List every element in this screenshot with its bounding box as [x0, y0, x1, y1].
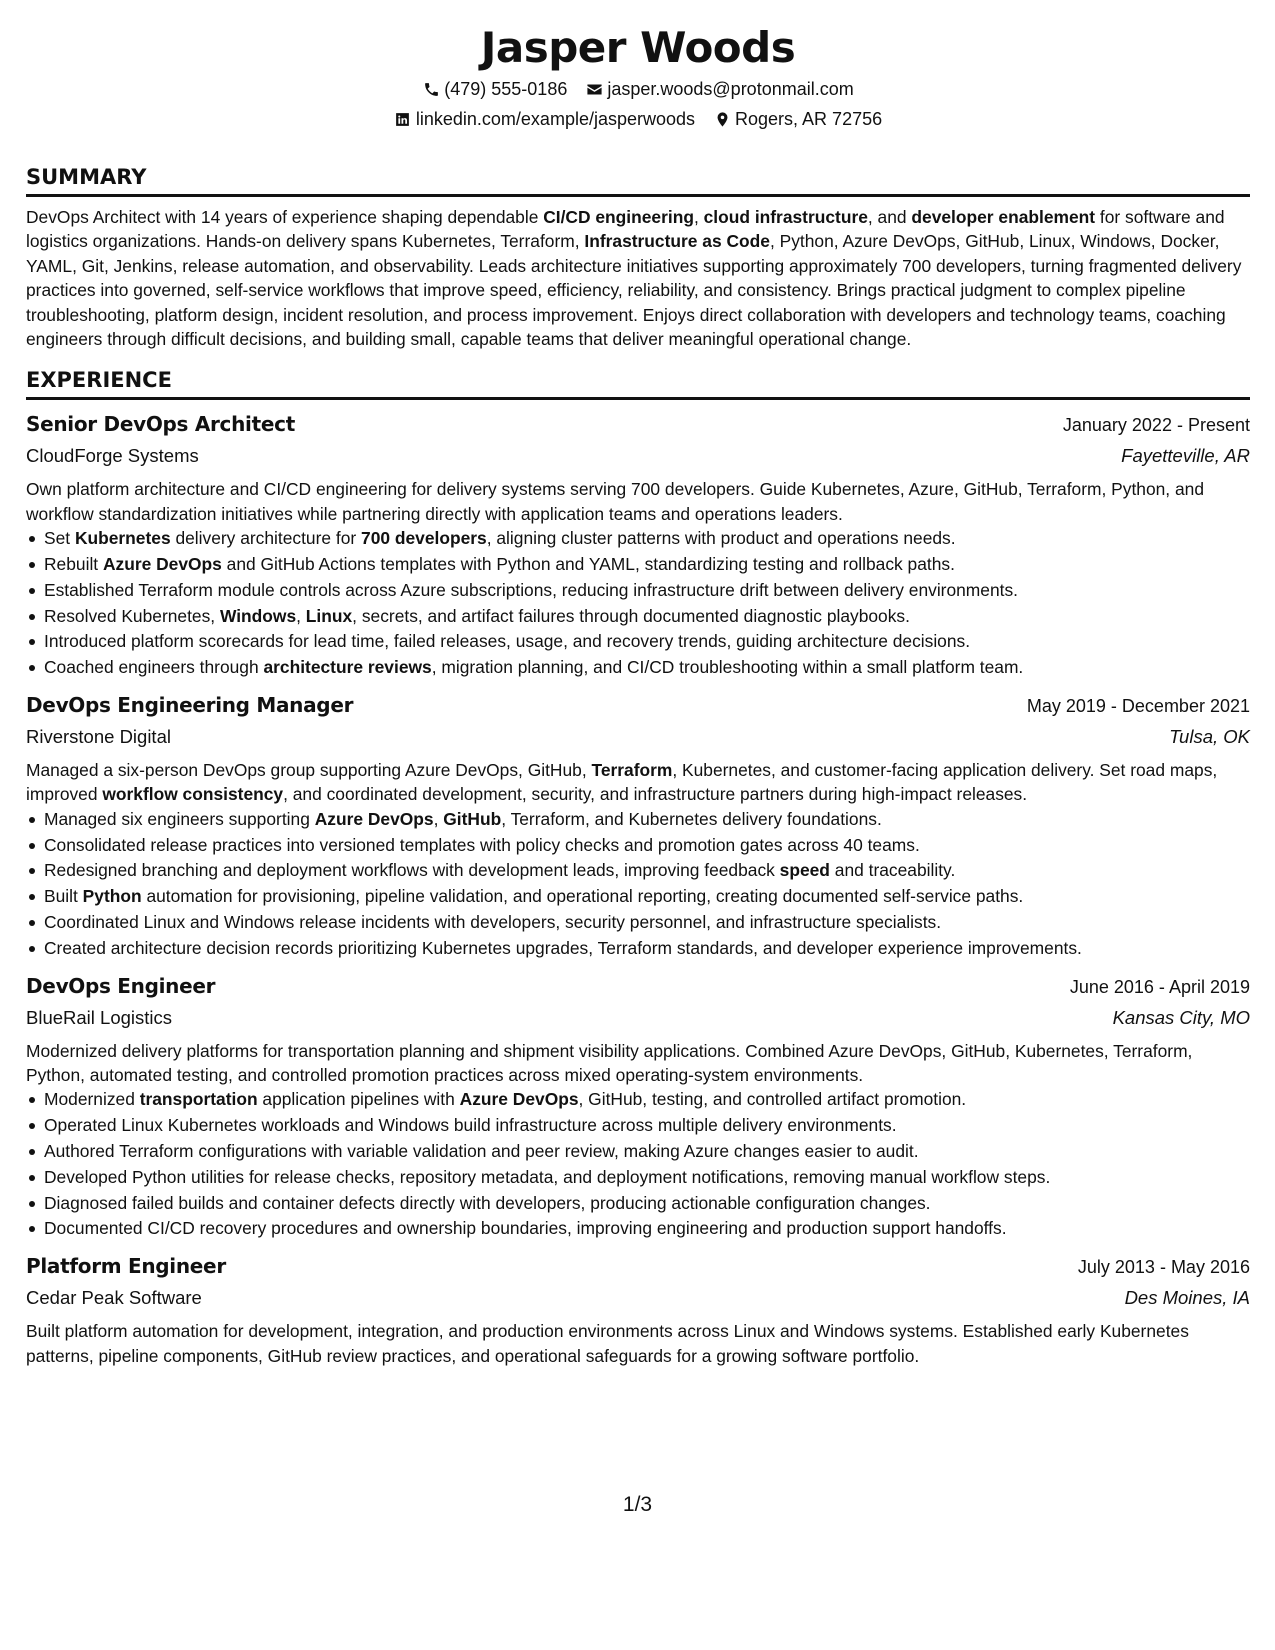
job-entry: [26, 1250, 1250, 1368]
job-title: Senior DevOps Architect: [26, 412, 295, 437]
map-pin-icon: [713, 110, 731, 128]
job-dates: June 2016 - April 2019: [1069, 976, 1250, 997]
job-title: Platform Engineer: [26, 1254, 226, 1279]
envelope-icon: [585, 80, 603, 98]
job-location: Kansas City, MO: [1112, 1006, 1250, 1028]
bullet-item: Authored Terraform configurations with variable validation and peer review, making Azure changes easier to audit.: [44, 1139, 1250, 1165]
job-title: DevOps Engineering Manager: [26, 693, 354, 718]
bullet-item: Operated Linux Kubernetes workloads and Windows build infrastructure across multiple delivery environments.: [44, 1113, 1250, 1139]
bullet-item: Redesigned branching and deployment workflows with development leads, improving feedback speed and traceability.: [44, 858, 1250, 884]
bullet-item: Diagnosed failed builds and container defects directly with developers, producing actionable configuration changes.: [44, 1191, 1250, 1217]
contact-line-1: [26, 74, 1250, 104]
bullet-item: Managed six engineers supporting Azure DevOps, GitHub, Terraform, and Kubernetes delivery foundations.: [44, 807, 1250, 833]
phone-icon: [422, 80, 440, 98]
phone-contact: [422, 74, 567, 104]
location-contact: [713, 104, 882, 134]
job-header: [26, 408, 1250, 441]
job-bullets: [26, 526, 1250, 681]
job-subheader: [26, 722, 1250, 752]
bullet-item: Set Kubernetes delivery architecture for 700 developers, aligning cluster patterns with product and operations needs.: [44, 526, 1250, 552]
bullet-item: Resolved Kubernetes, Windows, Linux, secrets, and artifact failures through documented diagnostic playbooks.: [44, 604, 1250, 630]
bullet-item: Coached engineers through architecture reviews, migration planning, and CI/CD troubleshooting within a small platform team.: [44, 655, 1250, 681]
job-title: DevOps Engineer: [26, 973, 216, 998]
bullet-item: Documented CI/CD recovery procedures and ownership boundaries, improving engineering and production support handoffs.: [44, 1216, 1250, 1242]
phone-text: (479) 555-0186: [444, 79, 568, 99]
job-subheader: [26, 1003, 1250, 1033]
job-company: CloudForge Systems: [26, 445, 199, 467]
bullet-item: Rebuilt Azure DevOps and GitHub Actions templates with Python and YAML, standardizing testing and rollback paths.: [44, 552, 1250, 578]
job-subheader: [26, 1283, 1250, 1313]
job-description: Own platform architecture and CI/CD engineering for delivery systems serving 700 developers. Guide Kubernetes, Azure, GitHub, Terraform, Python, and workflow standardization initiatives while partnering directly with application teams and operations leaders.: [26, 479, 1204, 524]
job-location: Fayetteville, AR: [1121, 445, 1250, 467]
bullet-item: Established Terraform module controls across Azure subscriptions, reducing infrastructure drift between delivery environments.: [44, 578, 1250, 604]
job-bullets: [26, 1087, 1250, 1242]
location-text: Rogers, AR 72756: [735, 109, 883, 129]
job-location: Tulsa, OK: [1169, 726, 1250, 748]
job-entry: [26, 689, 1250, 962]
job-description: Built platform automation for development, integration, and production environments across Linux and Windows systems. Established early Kubernetes patterns, pipeline components, GitHub review practices, and operational safeguards for a growing software portfolio.: [26, 1321, 1189, 1366]
job-description: Modernized delivery platforms for transportation planning and shipment visibility applications. Combined Azure DevOps, GitHub, Kubernetes, Terraform, Python, automated testing, and controlled promotion practices across mixed operating-system environments.: [26, 1040, 1193, 1086]
job-entry: [26, 408, 1250, 681]
bullet-item: Consolidated release practices into versioned templates with policy checks and promotion gates across 40 teams.: [44, 833, 1250, 859]
linkedin-contact[interactable]: [394, 104, 695, 134]
candidate-name: Jasper Woods: [480, 23, 796, 72]
page-number: 1/3: [622, 1493, 653, 1516]
job-header: [26, 1250, 1250, 1283]
job-location: Des Moines, IA: [1124, 1287, 1250, 1309]
job-dates: May 2019 - December 2021: [1026, 696, 1250, 717]
job-company: Riverstone Digital: [26, 726, 171, 748]
summary-heading: SUMMARY: [26, 164, 1250, 197]
bullet-item: Coordinated Linux and Windows release incidents with developers, security personnel, and infrastructure specialists.: [44, 910, 1250, 936]
job-bullets: [26, 807, 1250, 962]
job-dates: July 2013 - May 2016: [1077, 1257, 1250, 1278]
contact-line-2: [26, 104, 1250, 134]
job-header: [26, 689, 1250, 722]
job-dates: January 2022 - Present: [1062, 415, 1250, 436]
email-text[interactable]: jasper.woods@protonmail.com: [607, 79, 854, 99]
bullet-item: Introduced platform scorecards for lead time, failed releases, usage, and recovery trends, guiding architecture decisions.: [44, 629, 1250, 655]
bullet-item: Developed Python utilities for release checks, repository metadata, and deployment notifications, removing manual workflow steps.: [44, 1165, 1250, 1191]
linkedin-icon: [394, 110, 412, 128]
resume-page: [26, 22, 1250, 1368]
email-contact[interactable]: [585, 74, 853, 104]
job-company: BlueRail Logistics: [26, 1006, 173, 1028]
bullet-item: Modernized transportation application pipelines with Azure DevOps, GitHub, testing, and controlled artifact promotion.: [44, 1087, 1250, 1113]
linkedin-text[interactable]: linkedin.com/example/jasperwoods: [415, 109, 696, 129]
bullet-item: Created architecture decision records prioritizing Kubernetes upgrades, Terraform standards, and developer experience improvements.: [44, 936, 1250, 962]
job-entry: [26, 970, 1250, 1243]
summary-text: DevOps Architect with 14 years of experience shaping dependable CI/CD engineering, cloud infrastructure, and developer enablement for software and logistics organizations. Hands-on delivery spans Kubernetes, Terraform, Infrastructure as Code, Python, Azure DevOps, GitHub, Linux, Windows, Docker, YAML, Git, Jenkins, release automation, and observability. Leads architecture initiatives supporting approximately 700 developers, turning fragmented delivery practices into governed, self-service workflows that improve speed, efficiency, reliability, and consistency. Brings practical judgment to complex pipeline troubleshooting, platform design, incident resolution, and process improvement. Enjoys direct collaboration with developers and technology teams, coaching engineers through difficult decisions, and building small, capable teams that deliver meaningful operational change.: [26, 207, 1242, 350]
bullet-item: Built Python automation for provisioning, pipeline validation, and operational reporting, creating documented self-service paths.: [44, 884, 1250, 910]
job-company: Cedar Peak Software: [26, 1287, 202, 1309]
job-header: [26, 970, 1250, 1003]
experience-heading: EXPERIENCE: [26, 367, 1250, 400]
job-description: Managed a six-person DevOps group supporting Azure DevOps, GitHub, Terraform, Kubernetes, and customer-facing application delivery. Set road maps, improved workflow consistency, and coordinated development, security, and infrastructure partners during high-impact releases.: [26, 760, 1218, 805]
job-subheader: [26, 441, 1250, 471]
